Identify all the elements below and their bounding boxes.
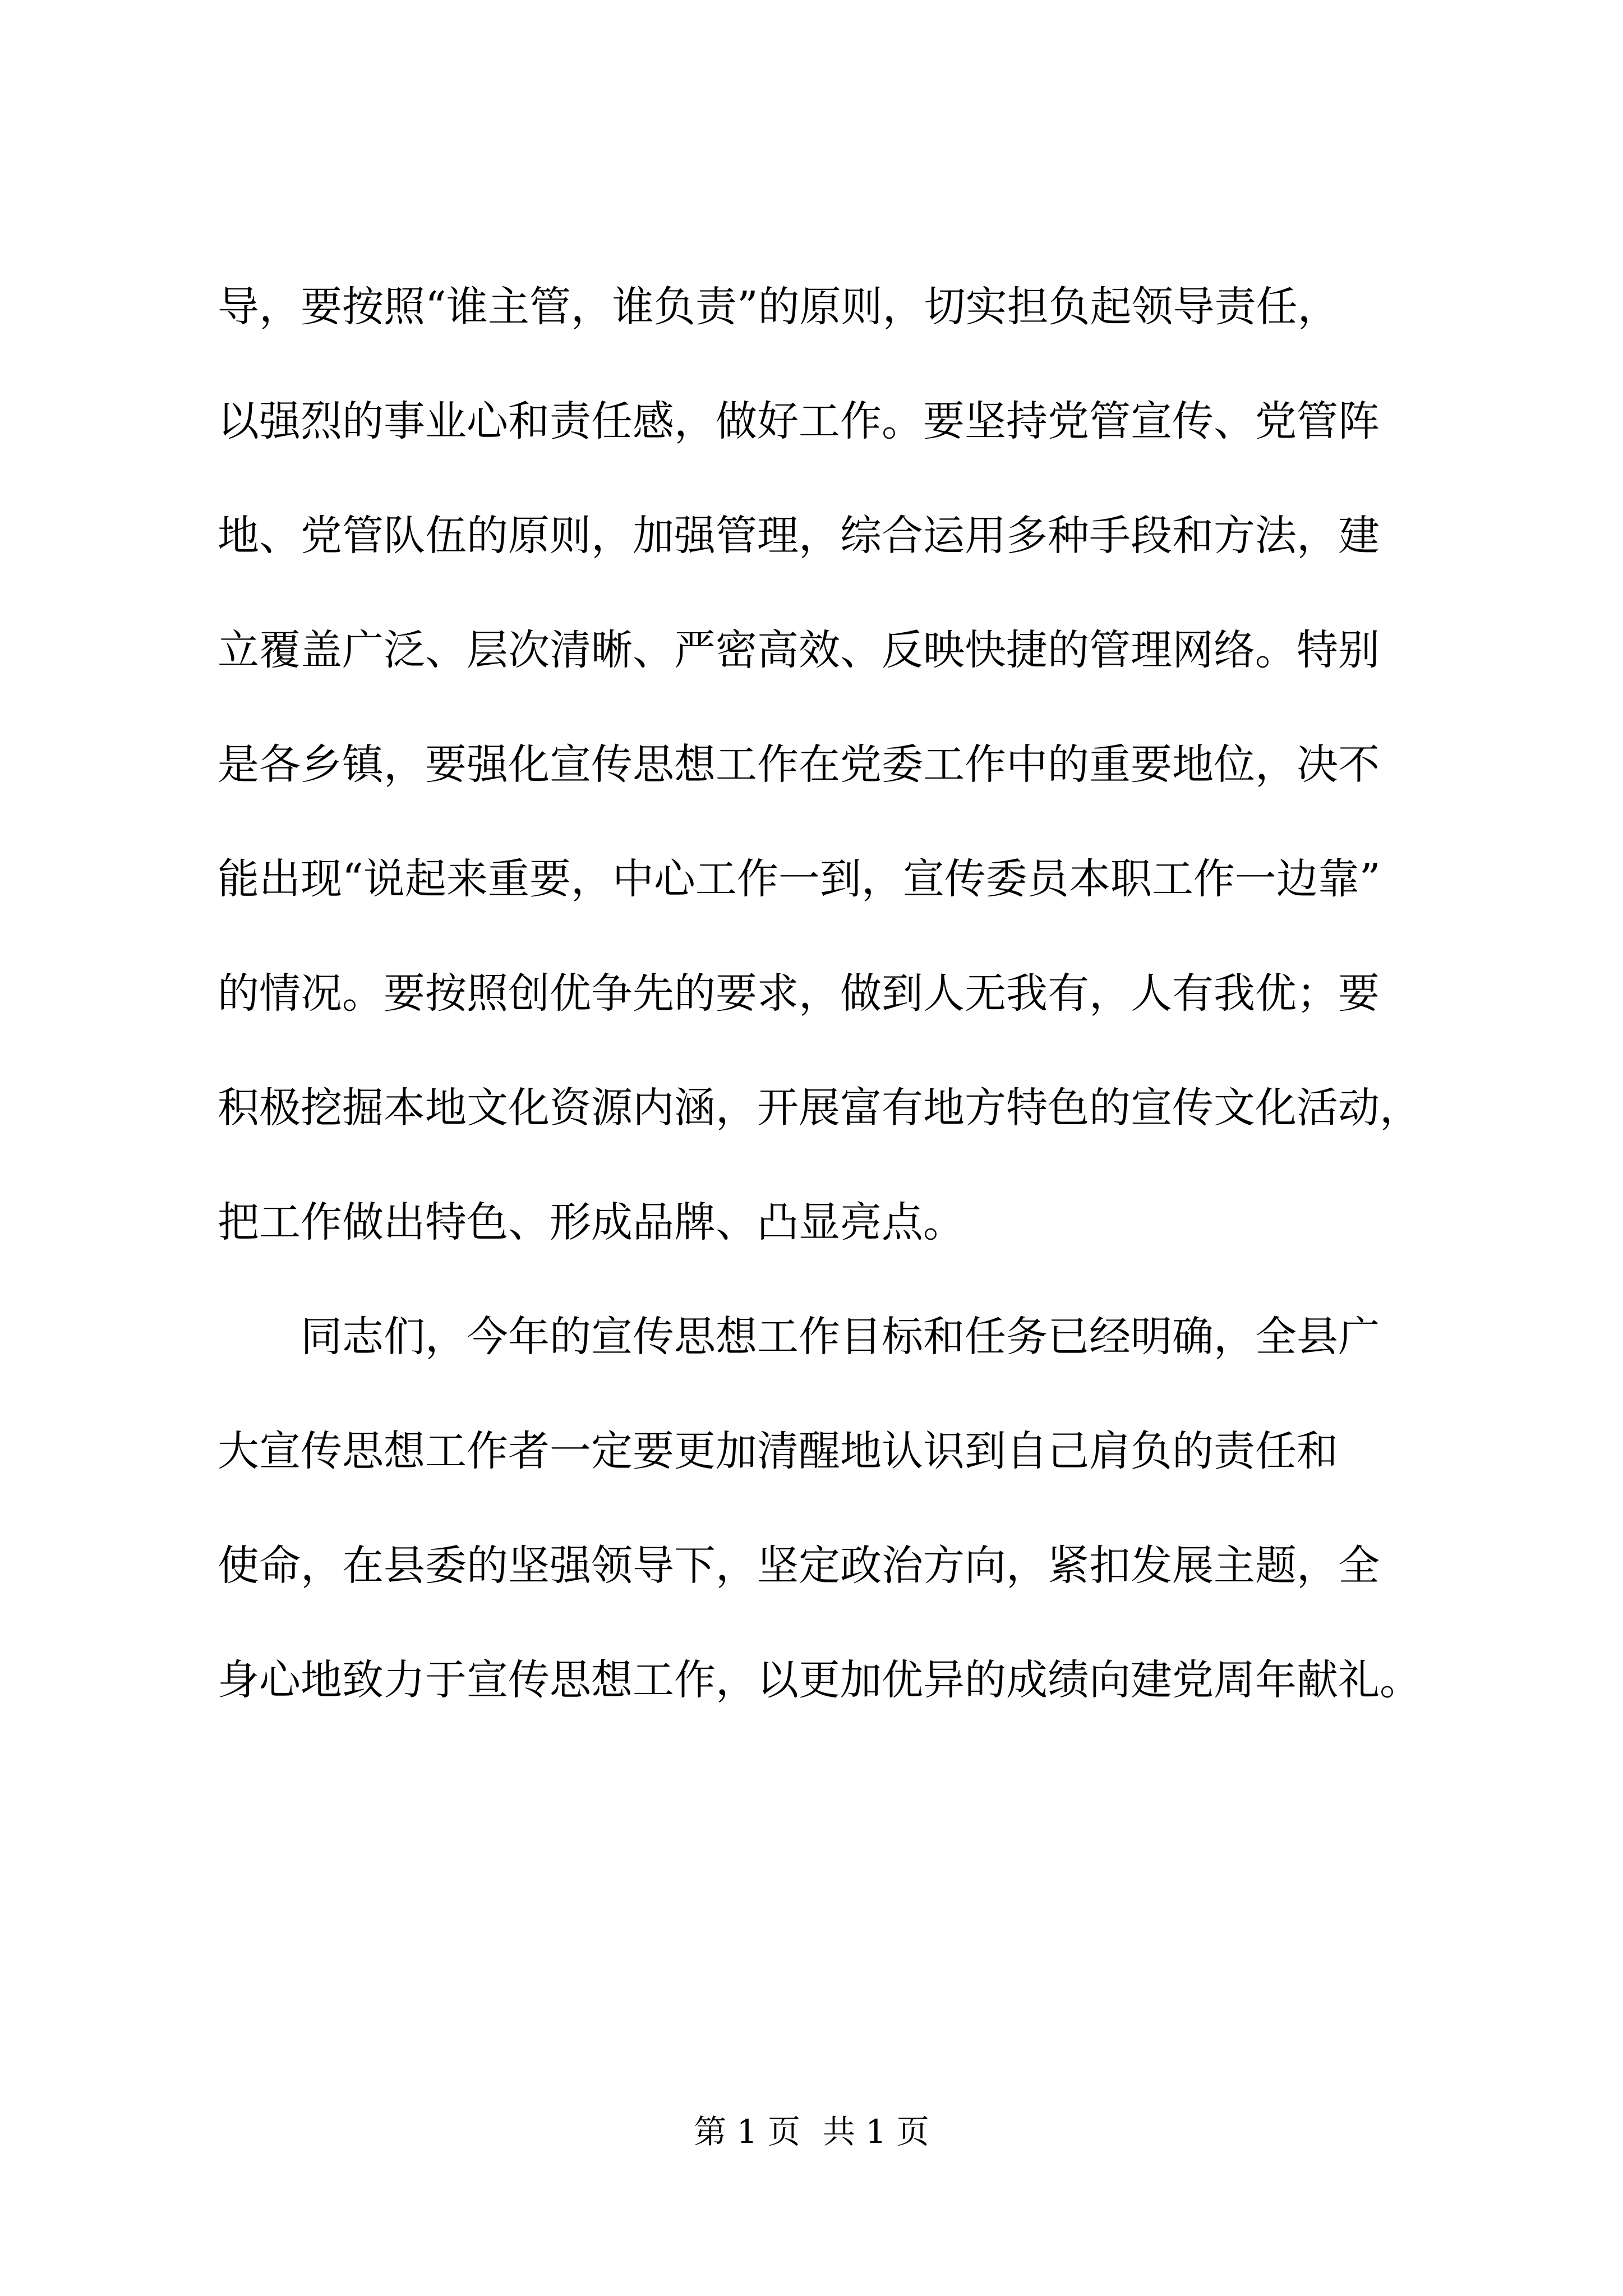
text-line: 的情况。要按照创优争先的要求，做到人无我有，人有我优；要 xyxy=(218,969,1380,1018)
text-line: 积极挖掘本地文化资源内涵，开展富有地方特色的宣传文化活动， xyxy=(218,1084,1421,1132)
document-body xyxy=(218,250,1435,1737)
text-line: 立覆盖广泛、层次清晰、严密高效、反映快捷的管理网络。特别 xyxy=(218,626,1380,674)
page-number-current: 第 1 页 xyxy=(694,2113,800,2151)
text-line: 同志们，今年的宣传思想工作目标和任务已经明确，全县广 xyxy=(218,1313,1380,1361)
page-number-total: 共 1 页 xyxy=(823,2113,929,2151)
text-line: 是各乡镇，要强化宣传思想工作在党委工作中的重要地位，决不 xyxy=(218,740,1380,789)
text-line: 身心地致力于宣传思想工作，以更加优异的成绩向建党周年献礼。 xyxy=(218,1656,1421,1704)
paragraph-1 xyxy=(218,250,1435,1280)
text-line: 导，要按照“谁主管，谁负责”的原则，切实担负起领导责任， xyxy=(218,283,1339,331)
text-line: 地、党管队伍的原则，加强管理，综合运用多种手段和方法，建 xyxy=(218,512,1380,560)
text-line: 使命，在县委的坚强领导下，坚定政治方向，紧扣发展主题，全 xyxy=(218,1542,1380,1590)
text-line: 能出现“说起来重要，中心工作一到，宣传委员本职工作一边靠” xyxy=(218,855,1381,903)
text-line: 大宣传思想工作者一定要更加清醒地认识到自己肩负的责任和 xyxy=(218,1427,1338,1475)
text-line: 把工作做出特色、形成品牌、凸显亮点。 xyxy=(218,1198,965,1246)
text-line: 以强烈的事业心和责任感，做好工作。要坚持党管宣传、党管阵 xyxy=(218,397,1380,445)
paragraph-2 xyxy=(218,1280,1435,1737)
page-footer xyxy=(0,2109,1623,2154)
